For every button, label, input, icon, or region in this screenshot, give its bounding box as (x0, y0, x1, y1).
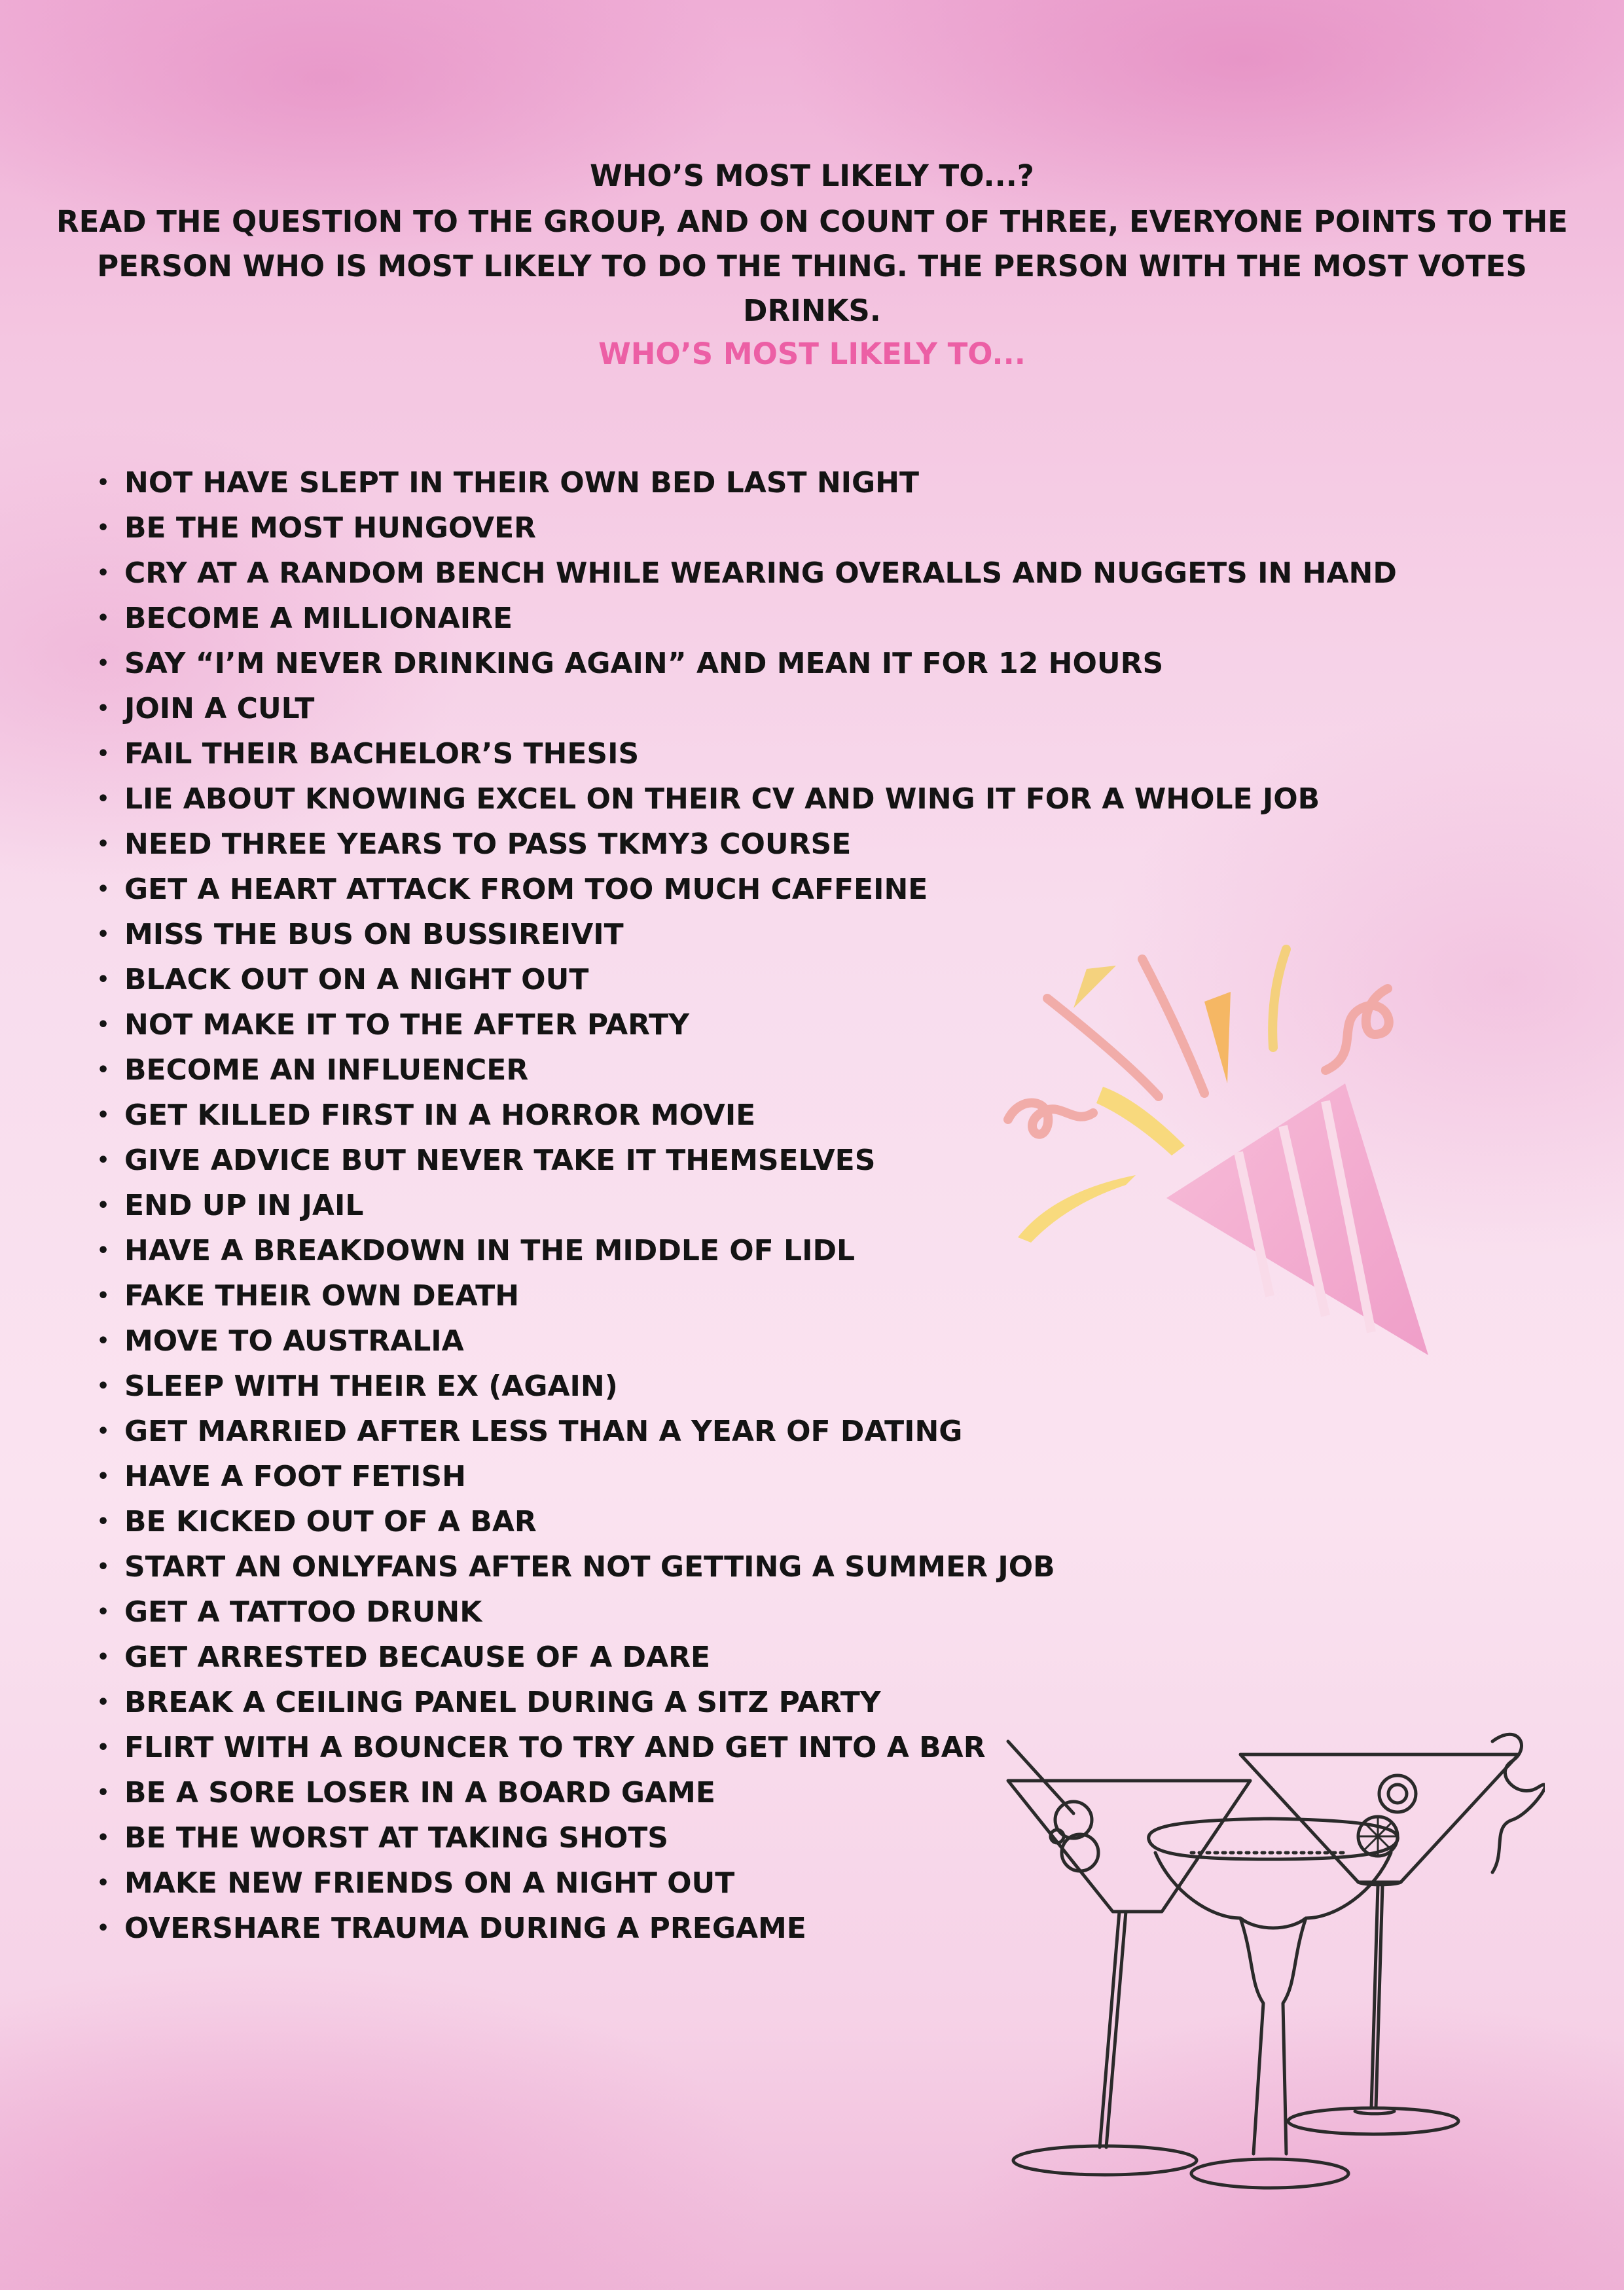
bullet-icon: • (97, 1646, 110, 1669)
list-item-text: BLACK OUT ON A NIGHT OUT (124, 963, 589, 996)
bullet-icon: • (97, 1827, 110, 1849)
list-item (97, 1680, 1397, 1725)
list-item-text: GET ARRESTED BECAUSE OF A DARE (124, 1641, 711, 1674)
list-item-text: HAVE A BREAKDOWN IN THE MIDDLE OF LIDL (124, 1234, 856, 1267)
bullet-icon: • (97, 471, 110, 494)
bullet-icon: • (97, 923, 110, 946)
list-item-text: FLIRT WITH A BOUNCER TO TRY AND GET INTO A BAR (124, 1731, 986, 1764)
bullet-icon: • (97, 1013, 110, 1036)
bullet-icon: • (97, 1555, 110, 1578)
bullet-icon: • (97, 1375, 110, 1398)
bullet-icon: • (97, 652, 110, 675)
bullet-icon: • (97, 1420, 110, 1443)
bullet-icon: • (97, 607, 110, 630)
list-item-text: END UP IN JAIL (124, 1189, 364, 1222)
list-item-text: NOT MAKE IT TO THE AFTER PARTY (124, 1008, 689, 1042)
list-item-text: GET KILLED FIRST IN A HORROR MOVIE (124, 1099, 756, 1132)
list-item-text: MAKE NEW FRIENDS ON A NIGHT OUT (124, 1866, 735, 1900)
list-item-text: GET MARRIED AFTER LESS THAN A YEAR OF DATING (124, 1415, 963, 1448)
list-item-text: BREAK A CEILING PANEL DURING A SITZ PARTY (124, 1686, 881, 1719)
list-item (97, 596, 1397, 641)
list-item (97, 641, 1397, 686)
list-item (97, 551, 1397, 596)
list-item-text: BE THE WORST AT TAKING SHOTS (124, 1821, 668, 1855)
list-item (97, 1544, 1397, 1590)
bullet-icon: • (97, 1691, 110, 1714)
bullet-icon: • (97, 1104, 110, 1127)
bullet-icon: • (97, 968, 110, 991)
bullet-icon: • (97, 1601, 110, 1624)
bullet-icon: • (97, 878, 110, 901)
list-item-text: OVERSHARE TRAUMA DURING A PREGAME (124, 1912, 806, 1945)
bullet-icon: • (97, 1149, 110, 1172)
list-item (97, 776, 1397, 822)
bullet-icon: • (97, 1510, 110, 1533)
list-item-text: BECOME AN INFLUENCER (124, 1053, 529, 1087)
bullet-icon: • (97, 1872, 110, 1895)
bullet-icon: • (97, 788, 110, 810)
bullet-icon: • (97, 1194, 110, 1217)
list-heading: WHO’S MOST LIKELY TO... (598, 336, 1026, 371)
list-item-text: FAKE THEIR OWN DEATH (124, 1279, 520, 1313)
list-item (97, 1635, 1397, 1680)
list-item (97, 1499, 1397, 1544)
bullet-icon: • (97, 833, 110, 856)
bullet-icon: • (97, 562, 110, 585)
bullet-icon: • (97, 517, 110, 539)
bullet-icon: • (97, 1059, 110, 1081)
bullet-icon: • (97, 697, 110, 720)
list-item-text: START AN ONLYFANS AFTER NOT GETTING A SUMMER JOB (124, 1550, 1055, 1584)
list-item-text: NEED THREE YEARS TO PASS TKMY3 COURSE (124, 827, 852, 861)
list-item-text: CRY AT A RANDOM BENCH WHILE WEARING OVERALLS AND NUGGETS IN HAND (124, 556, 1397, 590)
list-item (97, 1590, 1397, 1635)
list-item-text: BECOME A MILLIONAIRE (124, 602, 513, 635)
list-item-text: BE THE MOST HUNGOVER (124, 511, 537, 545)
party-popper-icon (995, 930, 1466, 1375)
list-item (97, 505, 1397, 551)
list-item-text: MOVE TO AUSTRALIA (124, 1324, 464, 1358)
list-item-text: GET A TATTOO DRUNK (124, 1595, 482, 1629)
list-item-text: MISS THE BUS ON BUSSIREIVIT (124, 918, 624, 951)
list-item-text: FAIL THEIR BACHELOR’S THESIS (124, 737, 640, 771)
bullet-icon: • (97, 1781, 110, 1804)
cocktail-glasses-icon (995, 1722, 1545, 2200)
list-item-text: HAVE A FOOT FETISH (124, 1460, 466, 1493)
bullet-icon: • (97, 1330, 110, 1353)
list-item (97, 731, 1397, 776)
list-item-text: SLEEP WITH THEIR EX (AGAIN) (124, 1370, 618, 1403)
list-item-text: LIE ABOUT KNOWING EXCEL ON THEIR CV AND WING IT FOR A WHOLE JOB (124, 782, 1320, 816)
list-item-text: BE KICKED OUT OF A BAR (124, 1505, 537, 1538)
bullet-icon: • (97, 742, 110, 765)
bullet-icon: • (97, 1917, 110, 1940)
list-item (97, 1454, 1397, 1499)
list-item-text: JOIN A CULT (124, 692, 315, 725)
list-item (97, 1409, 1397, 1454)
list-item (97, 867, 1397, 912)
list-item-text: NOT HAVE SLEPT IN THEIR OWN BED LAST NIGHT (124, 466, 919, 500)
bullet-icon: • (97, 1736, 110, 1759)
list-item (97, 460, 1397, 505)
list-item-text: GIVE ADVICE BUT NEVER TAKE IT THEMSELVES (124, 1144, 876, 1177)
list-item (97, 822, 1397, 867)
list-item-text: BE A SORE LOSER IN A BOARD GAME (124, 1776, 715, 1809)
bullet-icon: • (97, 1284, 110, 1307)
page-title: WHO’S MOST LIKELY TO...? (590, 158, 1034, 193)
game-rules: READ THE QUESTION TO THE GROUP, AND ON COUNT OF THREE, EVERYONE POINTS TO THE PERSON WHO IS MOST LIKELY TO DO THE THING. THE PERSON WITH THE MOST VOTES DRINKS. (56, 204, 1568, 328)
bullet-icon: • (97, 1239, 110, 1262)
list-item (97, 686, 1397, 731)
bullet-icon: • (97, 1465, 110, 1488)
list-item-text: GET A HEART ATTACK FROM TOO MUCH CAFFEINE (124, 873, 928, 906)
list-item-text: SAY “I’M NEVER DRINKING AGAIN” AND MEAN IT FOR 12 HOURS (124, 647, 1164, 680)
